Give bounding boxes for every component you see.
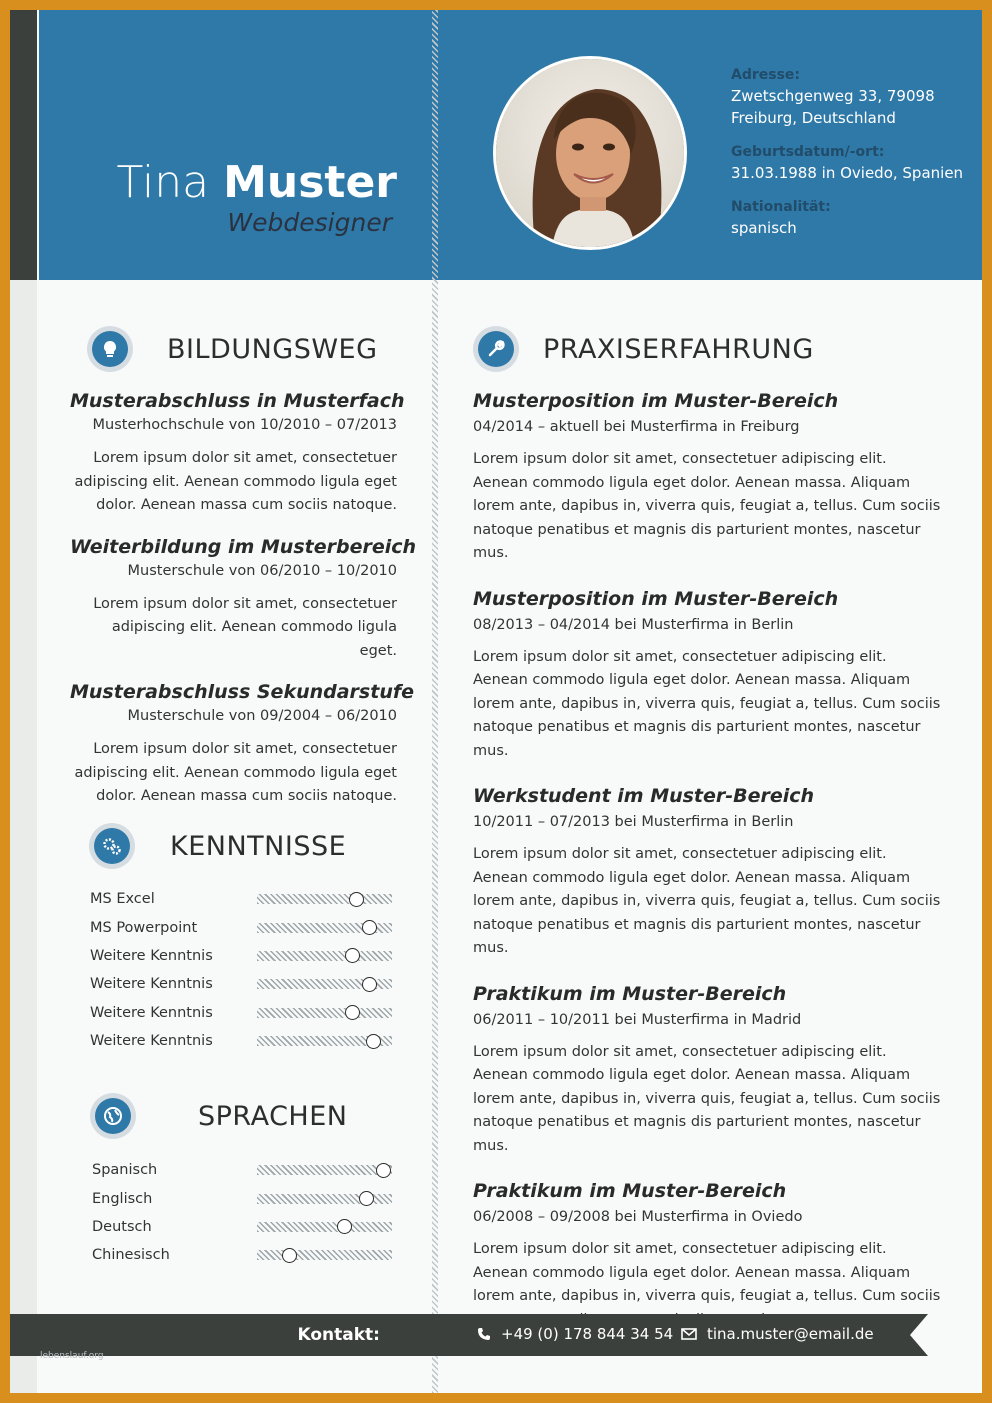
experience-heading: [473, 326, 814, 372]
globe-icon: [95, 1098, 131, 1134]
skill-level-marker: [366, 1034, 381, 1049]
entry-text: Lorem ipsum dolor sit amet, consectetuer adipiscing elit. Aenean commodo ligula eget dolor. Aenean massa. Aliquam lorem ante, dapibus in, viverra quis, feugiat a, tellus. Cum sociis natoque penatibus et magnis dis parturient montes, nascetur mus.: [473, 648, 941, 759]
entry-subtitle: 08/2013 – 04/2014 bei Musterfirma in Berlin: [473, 616, 794, 633]
language-row: [92, 1241, 397, 1269]
envelope-icon: [681, 1328, 697, 1340]
skill-label: Weitere Kenntnis: [90, 947, 213, 964]
skill-row: [90, 942, 395, 970]
entry-subtitle: 06/2008 – 09/2008 bei Musterfirma in Oviedo: [473, 1209, 803, 1225]
languages-title: SPRACHEN: [198, 1100, 348, 1132]
entry-subtitle: 06/2011 – 10/2011 bei Musterfirma in Madrid: [473, 1011, 802, 1028]
experience-entry: [473, 981, 943, 1159]
skill-label: MS Powerpoint: [90, 919, 198, 936]
skills-title: KENNTNISSE: [170, 830, 347, 862]
language-row: [92, 1213, 397, 1241]
language-label: Chinesisch: [92, 1247, 170, 1264]
entry-subtitle: Musterschule von 06/2010 – 10/2010: [127, 562, 397, 579]
entry-text: Lorem ipsum dolor sit amet, consectetuer adipiscing elit. Aenean commodo ligula eget dolor. Aenean massa cum sociis natoque.: [74, 450, 397, 513]
language-label: Spanisch: [92, 1162, 158, 1179]
skill-bar: [257, 894, 392, 904]
language-label: Englisch: [92, 1190, 153, 1207]
skill-level-marker: [345, 1005, 360, 1020]
skills-heading: [89, 823, 346, 869]
birth-value: 31.03.1988 in Oviedo, Spanien: [731, 164, 964, 182]
skill-label: Weitere Kenntnis: [90, 976, 213, 993]
language-row: [92, 1156, 397, 1184]
skill-label: Weitere Kenntnis: [90, 1033, 213, 1050]
entry-text: Lorem ipsum dolor sit amet, consectetuer adipiscing elit. Aenean commodo ligula eget dolor. Aenean massa cum sociis natoque.: [74, 741, 397, 804]
entry-title: Praktikum im Muster-Bereich: [473, 982, 787, 1005]
experience-entry: [473, 586, 943, 764]
language-level-marker: [359, 1191, 374, 1206]
cv-page: [10, 10, 982, 1393]
phone-number: +49 (0) 178 844 34 54: [501, 1325, 674, 1343]
entry-title: Musterposition im Muster-Bereich: [473, 587, 839, 610]
skill-row: [90, 970, 395, 998]
birth-label: Geburtsdatum/-ort:: [731, 144, 885, 160]
entry-title: Musterposition im Muster-Bereich: [473, 390, 839, 412]
entry-text: Lorem ipsum dolor sit amet, consectetuer adipiscing elit. Aenean commodo ligula eget.: [93, 595, 397, 659]
entry-title: Musterabschluss Sekundarstufe: [70, 681, 414, 703]
last-name: Muster: [223, 157, 397, 208]
email-contact[interactable]: [681, 1325, 874, 1343]
skill-bar: [257, 951, 392, 961]
education-entry: [70, 534, 417, 664]
experience-list: [473, 388, 943, 1376]
entry-text: Lorem ipsum dolor sit amet, consectetuer adipiscing elit. Aenean commodo ligula eget dolor. Aenean massa. Aliquam lorem ante, dapibus in, viverra quis, feugiat a, tellus. Cum sociis natoque penatibus et magnis dis parturient montes, nascetur mus.: [473, 451, 941, 561]
skill-label: MS Excel: [90, 891, 155, 908]
watermark: lebenslauf.org: [40, 1351, 104, 1361]
phone-contact[interactable]: [477, 1325, 673, 1343]
languages-heading: [90, 1093, 348, 1139]
skill-row: [90, 1027, 395, 1055]
name-heading: [117, 158, 397, 208]
address-value: Zwetschgenweg 33, 79098 Freiburg, Deutschland: [731, 87, 935, 127]
education-entry: [70, 679, 414, 809]
languages-list: [92, 1156, 397, 1270]
skill-label: Weitere Kenntnis: [90, 1004, 213, 1021]
entry-text: Lorem ipsum dolor sit amet, consectetuer adipiscing elit. Aenean commodo ligula eget dolor. Aenean massa. Aliquam lorem ante, dapibus in, viverra quis, feugiat a, tellus. Cum sociis natoque penatibus et magnis dis parturient montes, nascetur mus.: [473, 846, 941, 956]
lightbulb-icon: [92, 331, 128, 367]
skill-bar: [257, 923, 392, 933]
entry-subtitle: Musterhochschule von 10/2010 – 07/2013: [92, 417, 397, 433]
experience-entry: [473, 388, 943, 566]
entry-title: Werkstudent im Muster-Bereich: [473, 785, 815, 807]
education-title: BILDUNGSWEG: [167, 333, 378, 365]
language-level-marker: [376, 1163, 391, 1178]
skill-bar: [257, 979, 392, 989]
skill-level-marker: [362, 920, 377, 935]
education-list: [70, 388, 417, 809]
skill-level-marker: [345, 948, 360, 963]
entry-title: Weiterbildung im Musterbereich: [70, 535, 417, 558]
education-entry: [70, 388, 405, 518]
entry-title: Praktikum im Muster-Bereich: [473, 1180, 787, 1202]
column-divider: [432, 10, 438, 1393]
dark-side-strip: [10, 10, 37, 280]
entry-text: Lorem ipsum dolor sit amet, consectetuer adipiscing elit. Aenean commodo ligula eget dolor. Aenean massa. Aliquam lorem ante, dapibus in, viverra quis, feugiat a, tellus. Cum sociis: [473, 1241, 941, 1304]
entry-subtitle: Musterschule von 09/2004 – 06/2010: [127, 708, 397, 724]
skill-row: [90, 999, 395, 1027]
nationality-value: spanisch: [731, 219, 797, 237]
language-level-marker: [337, 1219, 352, 1234]
skill-bar: [257, 1036, 392, 1046]
entry-subtitle: 04/2014 – aktuell bei Musterfirma in Freiburg: [473, 419, 800, 435]
skill-row: [90, 913, 395, 941]
language-bar: [257, 1250, 392, 1260]
wrench-icon: [478, 331, 514, 367]
entry-subtitle: 10/2011 – 07/2013 bei Musterfirma in Berlin: [473, 814, 794, 830]
skill-level-marker: [362, 977, 377, 992]
nationality-label: Nationalität:: [731, 199, 831, 215]
light-side-strip: [10, 280, 37, 1393]
email-address: tina.muster@email.de: [707, 1325, 874, 1343]
skill-row: [90, 885, 395, 913]
language-row: [92, 1184, 397, 1212]
language-bar: [257, 1222, 392, 1232]
skill-level-marker: [349, 892, 364, 907]
skill-bar: [257, 1008, 392, 1018]
experience-title: PRAXISERFAHRUNG: [543, 333, 814, 365]
first-name: Tina: [116, 157, 210, 208]
contact-label: Kontakt:: [297, 1325, 380, 1345]
language-bar: [257, 1165, 392, 1175]
personal-info: [731, 65, 971, 252]
experience-entry: [473, 783, 943, 961]
education-heading: [87, 326, 378, 372]
address-label: Adresse:: [731, 67, 801, 83]
language-label: Deutsch: [92, 1218, 152, 1235]
profile-photo: [493, 56, 687, 250]
phone-icon: [477, 1327, 491, 1341]
gears-icon: [94, 828, 130, 864]
language-bar: [257, 1194, 392, 1204]
job-title: Webdesigner: [227, 208, 392, 237]
contact-bar-notch: [910, 1314, 928, 1356]
skills-list: [90, 885, 395, 1055]
entry-title: Musterabschluss in Musterfach: [70, 390, 405, 412]
language-level-marker: [282, 1248, 297, 1263]
entry-text: Lorem ipsum dolor sit amet, consectetuer adipiscing elit. Aenean commodo ligula eget dolor. Aenean massa. Aliquam lorem ante, dapibus in, viverra quis, feugiat a, tellus. Cum sociis natoque penatibus et magnis dis parturient montes, nascetur mus.: [473, 1043, 941, 1154]
